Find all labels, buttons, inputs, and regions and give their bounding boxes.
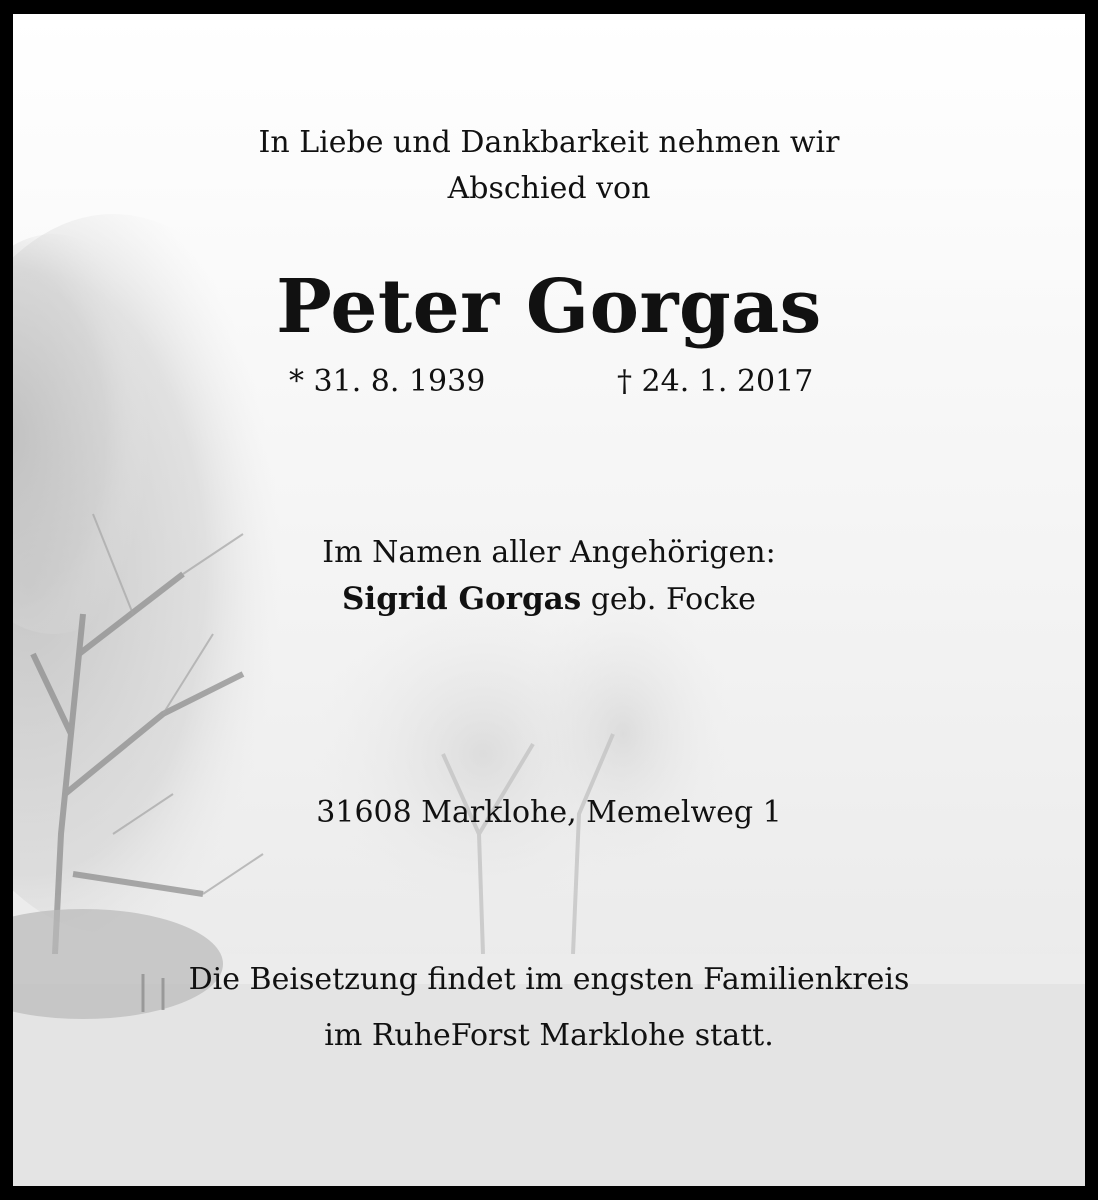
deceased-name: Peter Gorgas: [276, 264, 822, 350]
family-suffix: geb. Focke: [590, 582, 756, 617]
notice-panel: [13, 14, 1085, 1186]
intro-line-1: In Liebe und Dankbarkeit nehmen wir: [258, 125, 840, 160]
birth-date: * 31. 8. 1939: [289, 364, 486, 399]
funeral-line-2: im RuheForst Marklohe statt.: [324, 1018, 774, 1053]
intro-text: [13, 120, 1085, 212]
family-section: [13, 530, 1085, 623]
funeral-info: [13, 952, 1085, 1064]
family-label: Im Namen aller Angehörigen:: [322, 535, 776, 570]
family-signatory: [13, 576, 1085, 623]
family-name: Sigrid Gorgas: [342, 581, 582, 617]
address: 31608 Marklohe, Memelweg 1: [316, 795, 782, 830]
intro-line-2: Abschied von: [447, 171, 651, 206]
death-date: † 24. 1. 2017: [617, 364, 814, 399]
funeral-line-1: Die Beisetzung findet im engsten Familienkreis: [188, 962, 910, 997]
